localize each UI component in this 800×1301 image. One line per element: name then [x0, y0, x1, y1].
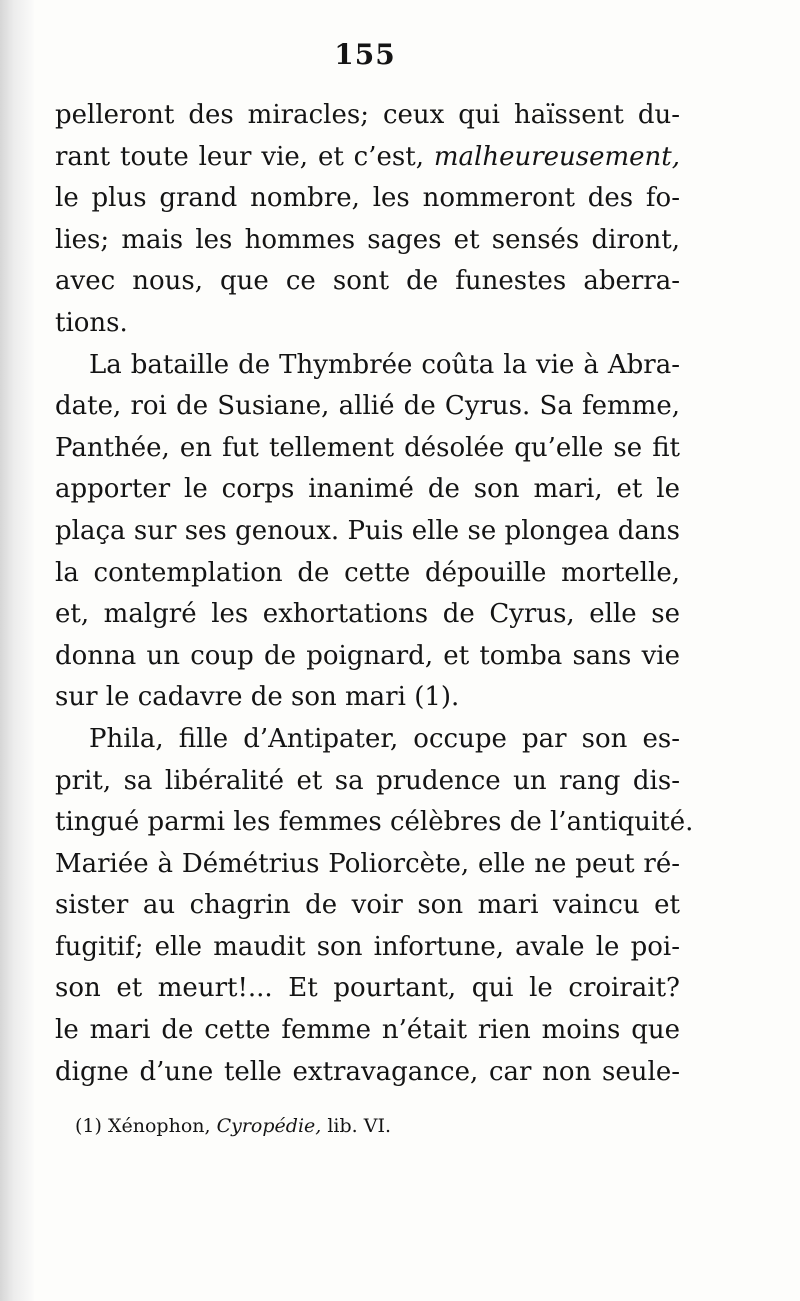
text-line: prit, sa libéralité et sa prudence un rang dis- — [55, 765, 680, 796]
footnote-marker: (1) — [75, 1115, 102, 1137]
text-line: et, malgré les exhortations de Cyrus, elle se — [55, 599, 680, 630]
body-text — [55, 95, 694, 1093]
text-line: Mariée à Démétrius Poliorcète, elle ne peut ré- — [55, 848, 680, 879]
text-line: donna un coup de poignard, et tomba sans vie — [55, 640, 680, 671]
text-line: fugitif; elle maudit son infortune, avale le poi- — [55, 931, 680, 962]
text-line: tingué parmi les femmes célèbres de l’antiquité. — [55, 807, 694, 838]
text-line: sur le cadavre de son mari (1). — [55, 682, 460, 713]
text-line: Panthée, en fut tellement désolée qu’elle se fit — [55, 432, 680, 463]
text-line: plaça sur ses genoux. Puis elle se plongea dans — [55, 515, 680, 546]
footnote-author: Xénophon, — [107, 1115, 211, 1137]
text-line: apporter le corps inanimé de son mari, et le — [55, 474, 680, 505]
italic-word: malheureusement, — [433, 141, 680, 172]
text-line: lies; mais les hommes sages et sensés diront, — [55, 224, 680, 255]
text-line: digne d’une telle extravagance, car non seule- — [55, 1056, 680, 1087]
footnote-reference: lib. VI. — [327, 1115, 392, 1137]
text-line: sister au chagrin de voir son mari vaincu et — [55, 890, 680, 921]
page-number: 155 — [334, 38, 396, 71]
text-line: tions. — [55, 307, 128, 338]
text-line: date, roi de Susiane, allié de Cyrus. Sa femme, — [55, 391, 680, 422]
text-line: rant toute leur vie, et c’est, malheureusement, — [55, 141, 680, 172]
text-line: le plus grand nombre, les nommeront des fo- — [55, 183, 680, 214]
footnote — [75, 1112, 675, 1140]
text-line: le mari de cette femme n’était rien moins que — [55, 1015, 680, 1046]
text-line: la contemplation de cette dépouille mortelle, — [55, 557, 680, 588]
text-line: pelleront des miracles; ceux qui haïssent du- — [55, 100, 680, 130]
paragraph-start-line: La bataille de Thymbrée coûta la vie à Abra- — [89, 349, 680, 380]
footnote-work: Cyropédie, — [216, 1115, 322, 1137]
paragraph-start-line: Phila, fille d’Antipater, occupe par son es- — [89, 723, 680, 754]
text-line: avec nous, que ce sont de funestes aberra- — [55, 266, 680, 297]
page-gutter-shadow — [0, 0, 34, 1301]
text-line: son et meurt!... Et pourtant, qui le croirait? — [55, 973, 680, 1004]
